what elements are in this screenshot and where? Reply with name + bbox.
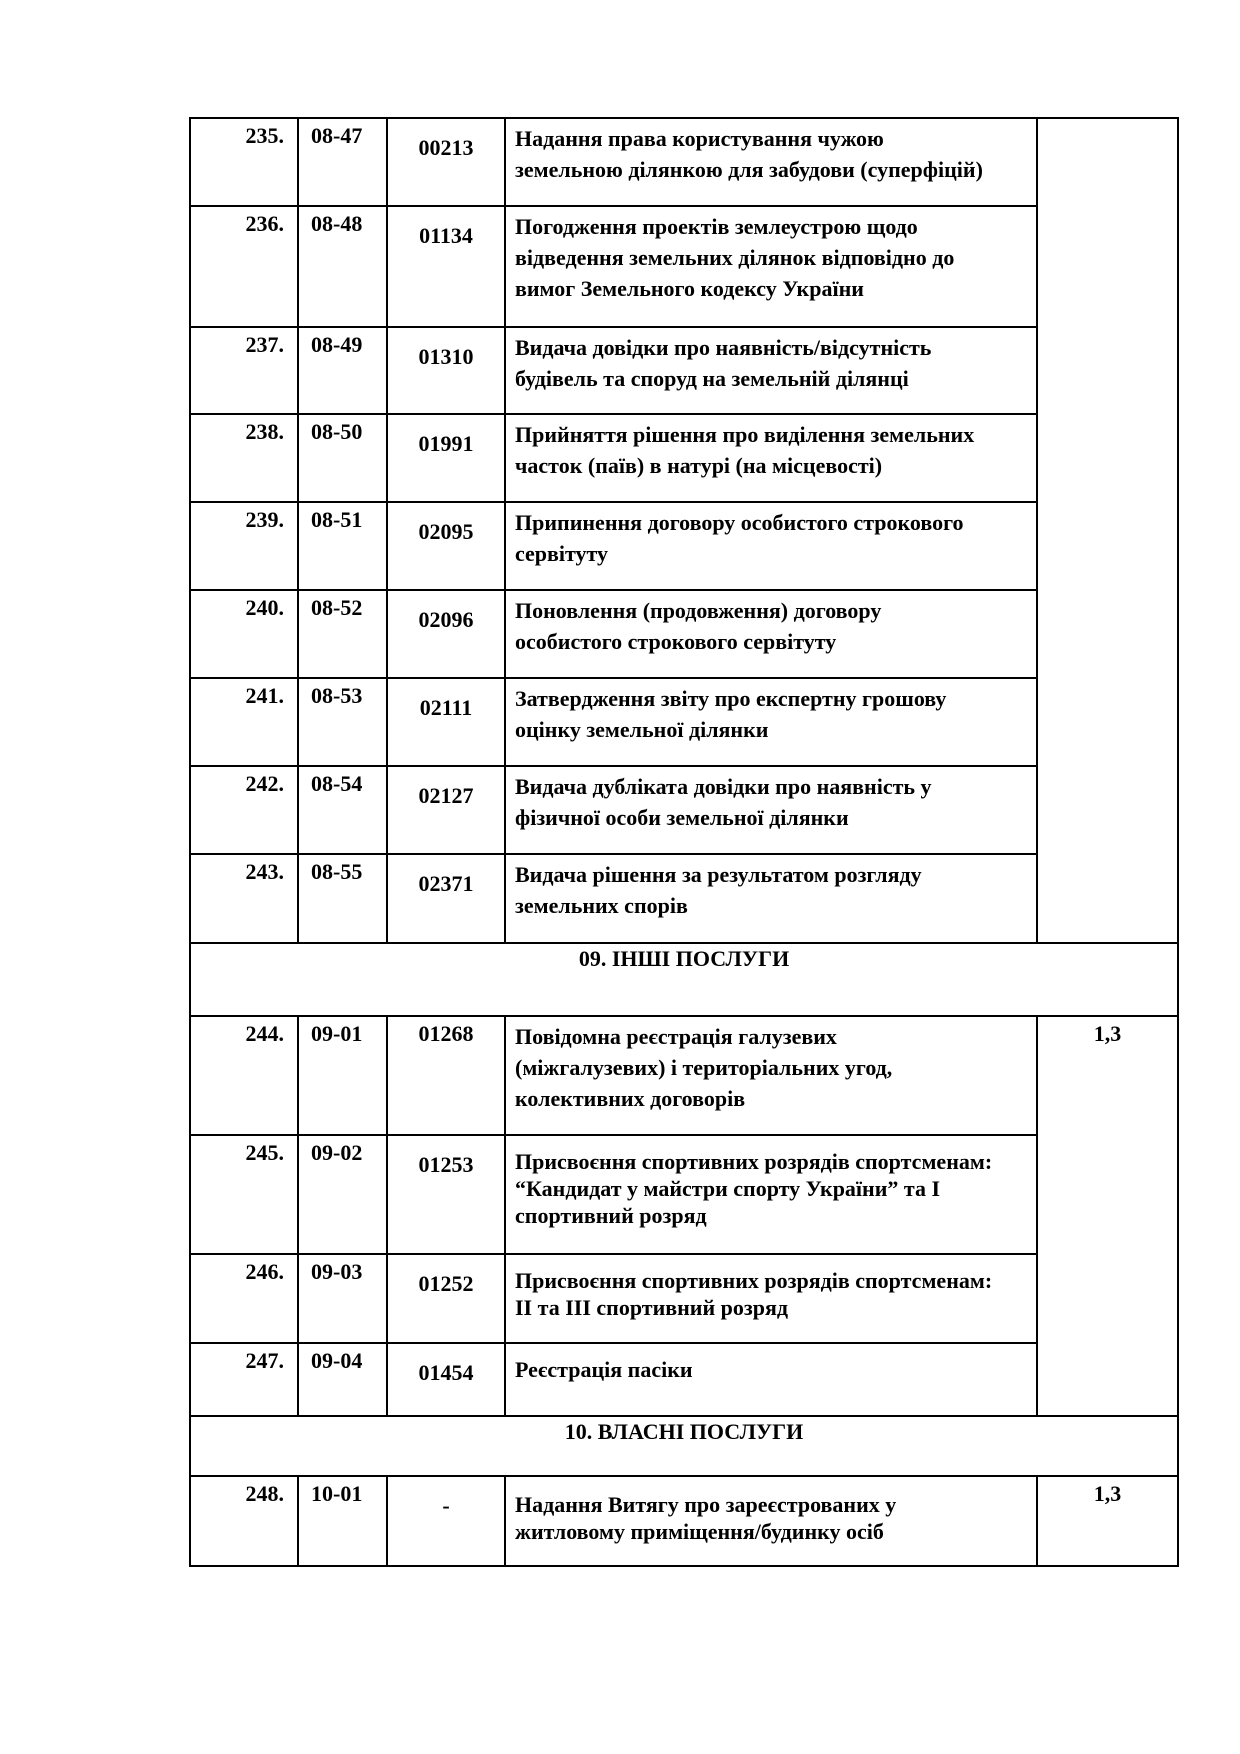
description-line: відведення земельних ділянок відповідно до — [515, 245, 955, 270]
row-number: 244. — [190, 1016, 298, 1135]
section-header-row — [190, 1416, 1178, 1476]
description-line: вимог Земельного кодексу України — [515, 276, 864, 301]
row-number: 240. — [190, 590, 298, 678]
service-id: 02371 — [387, 854, 505, 943]
section-title-09: 09. ІНШІ ПОСЛУГИ — [190, 943, 1178, 1016]
row-number: 237. — [190, 327, 298, 414]
service-description — [505, 1343, 1037, 1416]
table-row — [190, 414, 1178, 502]
description-line: колективних договорів — [515, 1086, 746, 1111]
table-row — [190, 766, 1178, 854]
service-description — [505, 1254, 1037, 1343]
service-id: 02095 — [387, 502, 505, 590]
service-description — [505, 1016, 1037, 1135]
description-line: фізичної особи земельної ділянки — [515, 805, 849, 830]
section-header-row — [190, 943, 1178, 1016]
description-line: Реєстрація пасіки — [515, 1357, 693, 1382]
service-description — [505, 1135, 1037, 1254]
row-number: 236. — [190, 206, 298, 327]
description-line: особистого строкового сервітуту — [515, 629, 837, 654]
service-description — [505, 678, 1037, 766]
row-number: 235. — [190, 118, 298, 206]
service-id: 01991 — [387, 414, 505, 502]
table-row — [190, 1254, 1178, 1343]
description-line: (міжгалузевих) і територіальних угод, — [515, 1055, 893, 1080]
description-line: Видача довідки про наявність/відсутність — [515, 335, 932, 360]
row-number: 238. — [190, 414, 298, 502]
section-title-10: 10. ВЛАСНІ ПОСЛУГИ — [190, 1416, 1178, 1476]
description-line: Погодження проектів землеустрою щодо — [515, 214, 918, 239]
service-id: 02127 — [387, 766, 505, 854]
service-description — [505, 206, 1037, 327]
description-line: Поновлення (продовження) договору — [515, 598, 882, 623]
row-number: 243. — [190, 854, 298, 943]
description-line: будівель та споруд на земельній ділянці — [515, 366, 909, 391]
service-id: 01252 — [387, 1254, 505, 1343]
service-id: 01268 — [387, 1016, 505, 1135]
table-row — [190, 206, 1178, 327]
description-line: земельною ділянкою для забудови (суперфіцій) — [515, 157, 983, 182]
table-row — [190, 854, 1178, 943]
description-line: житловому приміщення/будинку осіб — [515, 1519, 884, 1544]
table-row — [190, 678, 1178, 766]
service-code: 09-02 — [298, 1135, 387, 1254]
service-id: - — [387, 1476, 505, 1566]
service-id: 01134 — [387, 206, 505, 327]
table-row — [190, 1016, 1178, 1135]
service-description — [505, 590, 1037, 678]
service-description — [505, 414, 1037, 502]
description-line: Надання права користування чужою — [515, 126, 884, 151]
description-line: Прийняття рішення про виділення земельних — [515, 422, 975, 447]
description-line: сервітуту — [515, 541, 609, 566]
service-id: 02111 — [387, 678, 505, 766]
description-line: оцінку земельної ділянки — [515, 717, 769, 742]
note-cell: 1,3 — [1037, 1016, 1178, 1416]
description-line: ІІ та ІІІ спортивний розряд — [515, 1295, 789, 1320]
row-number: 248. — [190, 1476, 298, 1566]
description-line: Повідомна реєстрація галузевих — [515, 1024, 837, 1049]
table-row — [190, 1135, 1178, 1254]
service-code: 09-03 — [298, 1254, 387, 1343]
description-line: Видача дубліката довідки про наявність у — [515, 774, 932, 799]
service-code: 09-04 — [298, 1343, 387, 1416]
row-number: 242. — [190, 766, 298, 854]
row-number: 239. — [190, 502, 298, 590]
table-row — [190, 118, 1178, 206]
description-line: Видача рішення за результатом розгляду — [515, 862, 922, 887]
description-line: Надання Витягу про зареєстрованих у — [515, 1492, 897, 1517]
service-code: 10-01 — [298, 1476, 387, 1566]
description-line: Присвоєння спортивних розрядів спортсменам: — [515, 1149, 993, 1174]
service-code: 08-52 — [298, 590, 387, 678]
services-table — [189, 117, 1179, 1567]
table-row — [190, 327, 1178, 414]
service-description — [505, 766, 1037, 854]
description-line: “Кандидат у майстри спорту України” та І — [515, 1176, 941, 1201]
description-line: земельних спорів — [515, 893, 688, 918]
service-description — [505, 327, 1037, 414]
service-id: 01310 — [387, 327, 505, 414]
service-code: 08-55 — [298, 854, 387, 943]
service-description — [505, 854, 1037, 943]
table-row — [190, 502, 1178, 590]
row-number: 241. — [190, 678, 298, 766]
row-number: 247. — [190, 1343, 298, 1416]
service-code: 08-50 — [298, 414, 387, 502]
service-code: 08-47 — [298, 118, 387, 206]
service-code: 08-53 — [298, 678, 387, 766]
service-code: 09-01 — [298, 1016, 387, 1135]
description-line: Припинення договору особистого строкового — [515, 510, 964, 535]
note-cell: 1,3 — [1037, 1476, 1178, 1566]
service-id: 00213 — [387, 118, 505, 206]
table-row — [190, 590, 1178, 678]
description-line: Затвердження звіту про експертну грошову — [515, 686, 947, 711]
row-number: 246. — [190, 1254, 298, 1343]
row-number: 245. — [190, 1135, 298, 1254]
service-code: 08-49 — [298, 327, 387, 414]
service-code: 08-51 — [298, 502, 387, 590]
service-description — [505, 502, 1037, 590]
description-line: Присвоєння спортивних розрядів спортсменам: — [515, 1268, 993, 1293]
service-code: 08-54 — [298, 766, 387, 854]
service-id: 01454 — [387, 1343, 505, 1416]
note-cell — [1037, 118, 1178, 943]
service-id: 01253 — [387, 1135, 505, 1254]
description-line: часток (паїв) в натурі (на місцевості) — [515, 453, 883, 478]
description-line: спортивний розряд — [515, 1203, 707, 1228]
service-description — [505, 118, 1037, 206]
service-id: 02096 — [387, 590, 505, 678]
table-row — [190, 1343, 1178, 1416]
service-code: 08-48 — [298, 206, 387, 327]
table-row — [190, 1476, 1178, 1566]
service-description — [505, 1476, 1037, 1566]
